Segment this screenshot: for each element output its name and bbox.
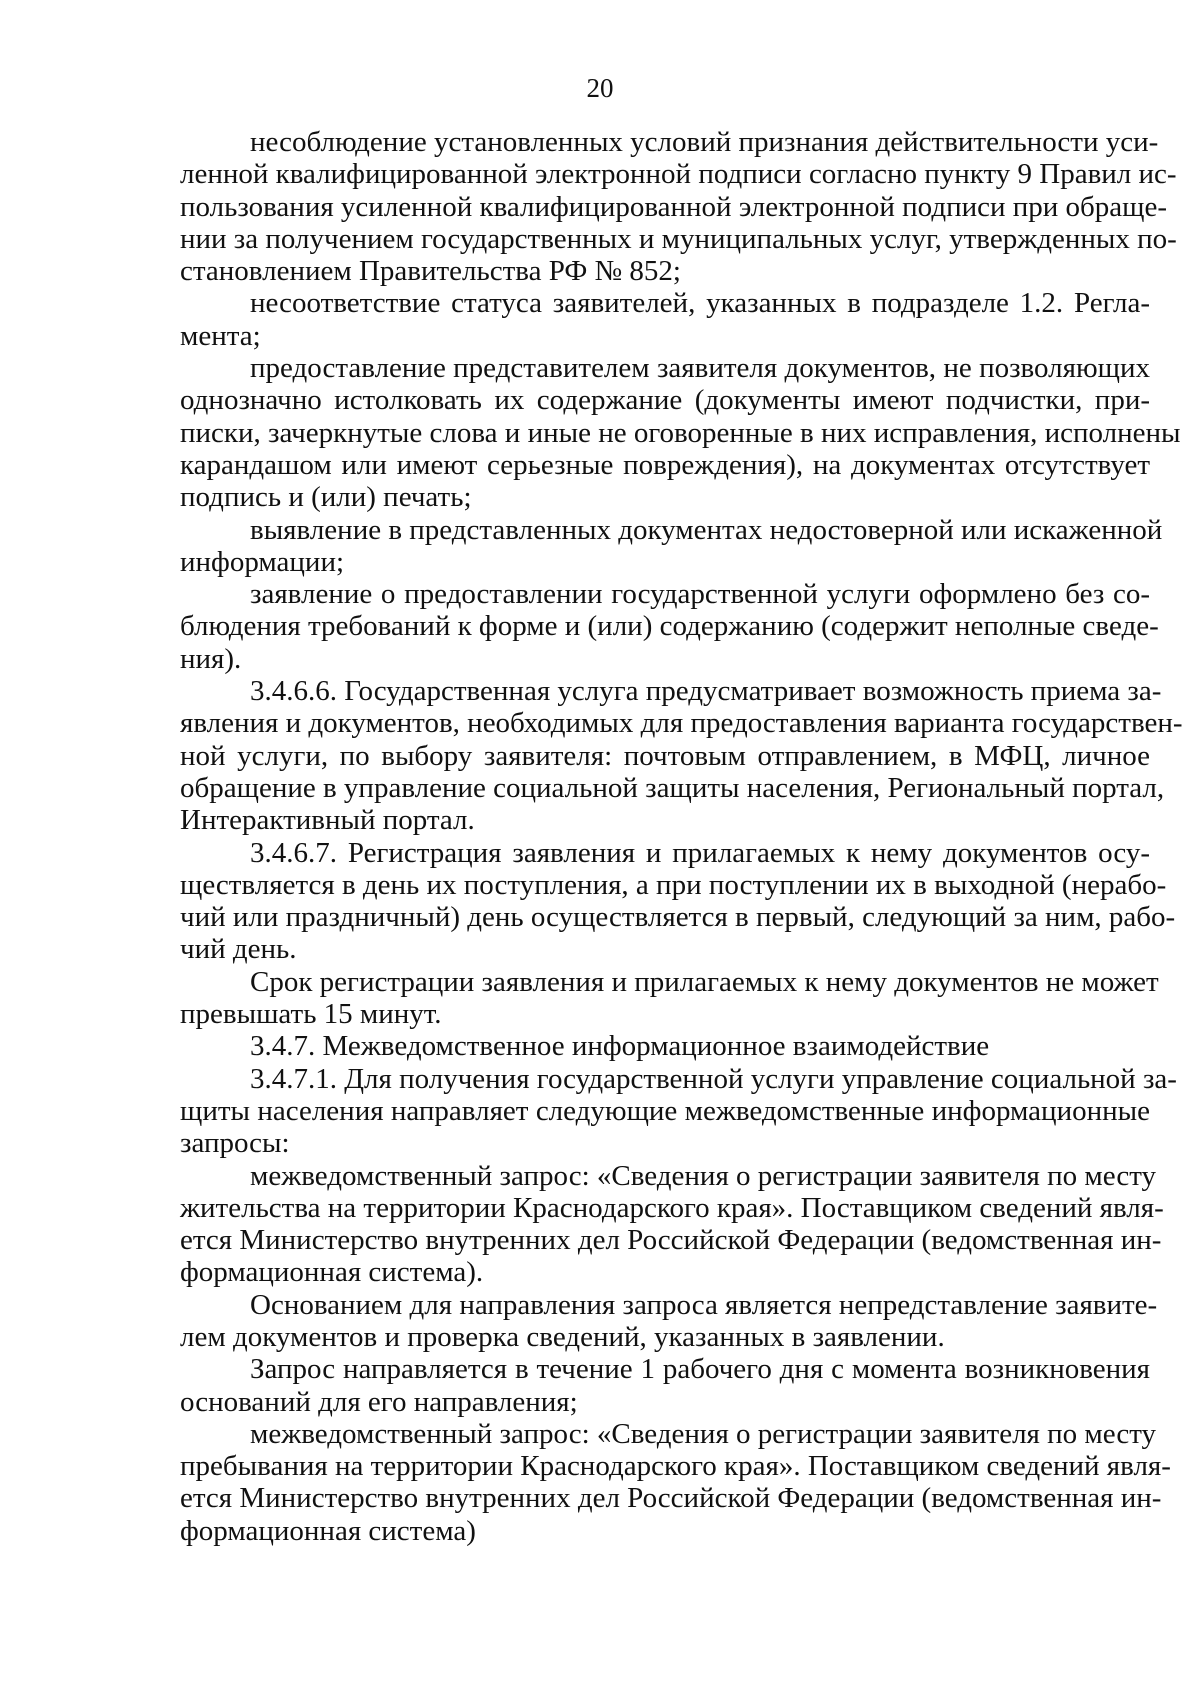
paragraph (180, 836, 1176, 966)
text-line: писки, зачеркнутые слова и иные не оговоренные в них исправления, исполнены (180, 416, 1181, 449)
text-line: Основанием для направления запроса является непредставление заявите- (250, 1288, 1158, 1321)
paragraph (180, 1417, 1171, 1547)
text-line: чий или праздничный) день осуществляется в первый, следующий за ним, рабо- (180, 901, 1176, 934)
text-line: оснований для его направления; (180, 1385, 578, 1418)
text-line: формационная система). (180, 1256, 484, 1289)
text-line: ется Министерство внутренних дел Российской Федерации (ведомственная ин- (180, 1224, 1162, 1257)
text-line: обращение в управление социальной защиты населения, Региональный портал, (180, 771, 1165, 804)
text-line: несоответствие статуса заявителей, указанных в подразделе 1.2. Регла- (250, 287, 1150, 320)
paragraph (180, 965, 1159, 1031)
paragraph (180, 352, 1181, 514)
text-line: явления и документов, необходимых для предоставления варианта государствен- (180, 707, 1183, 740)
text-line: ной услуги, по выбору заявителя: почтовым отправлением, в МФЦ, личное (180, 739, 1150, 772)
paragraph (180, 1159, 1164, 1289)
text-line: мента; (180, 319, 261, 352)
text-line: щиты населения направляет следующие межведомственные информационные (180, 1094, 1150, 1127)
text-line: 3.4.7.1. Для получения государственной услуги управление социальной за- (250, 1062, 1177, 1095)
paragraph (180, 1030, 1150, 1062)
text-line: подпись и (или) печать; (180, 481, 472, 514)
text-line: ществляется в день их поступления, а при поступлении их в выходной (нерабо- (180, 868, 1167, 901)
text-line: Запрос направляется в течение 1 рабочего дня с момента возникновения (250, 1353, 1150, 1386)
text-line: жительства на территории Краснодарского края». Поставщиком сведений явля- (180, 1191, 1164, 1224)
text-line: однозначно истолковать их содержание (документы имеют подчистки, при- (180, 384, 1150, 417)
text-line: формационная система) (180, 1514, 476, 1547)
text-line: Интерактивный портал. (180, 804, 475, 837)
paragraph (180, 126, 1177, 288)
text-line: предоставление представителем заявителя документов, не позволяющих (250, 352, 1150, 385)
text-line: ленной квалифицированной электронной подписи согласно пункту 9 Правил ис- (180, 158, 1177, 191)
text-line: межведомственный запрос: «Сведения о регистрации заявителя по месту (250, 1159, 1157, 1192)
text-line: блюдения требований к форме и (или) содержанию (содержит неполные сведе- (180, 610, 1159, 643)
text-line: 3.4.6.7. Регистрация заявления и прилагаемых к нему документов осу- (250, 836, 1150, 869)
text-line: несоблюдение установленных условий признания действительности уси- (250, 126, 1159, 158)
text-line: пребывания на территории Краснодарского края». Поставщиком сведений явля- (180, 1450, 1171, 1483)
text-line: запросы: (180, 1127, 290, 1160)
text-line: пользования усиленной квалифицированной электронной подписи при обраще- (180, 190, 1168, 223)
paragraph (180, 1288, 1158, 1354)
text-line: 3.4.6.6. Государственная услуга предусматривает возможность приема за- (250, 675, 1162, 708)
text-line: межведомственный запрос: «Сведения о регистрации заявителя по месту (250, 1417, 1157, 1450)
text-line: выявление в представленных документах недостоверной или искаженной (250, 513, 1163, 546)
text-line: становлением Правительства РФ № 852; (180, 255, 681, 288)
text-line: заявление о предоставлении государственной услуги оформлено без со- (250, 578, 1150, 611)
document-body (180, 126, 1183, 1547)
text-line: 3.4.7. Межведомственное информационное взаимодействие (250, 1030, 990, 1063)
page-number: 20 (586, 73, 614, 103)
paragraph (180, 578, 1159, 675)
text-line: Срок регистрации заявления и прилагаемых к нему документов не может (250, 965, 1159, 998)
text-line: превышать 15 минут. (180, 998, 442, 1031)
text-line: ния). (180, 642, 242, 675)
paragraph (180, 513, 1163, 579)
paragraph (180, 287, 1150, 352)
paragraph (180, 1353, 1150, 1418)
text-line: ется Министерство внутренних дел Российской Федерации (ведомственная ин- (180, 1482, 1162, 1515)
text-line: лем документов и проверка сведений, указанных в заявлении. (180, 1320, 945, 1353)
paragraph (180, 675, 1183, 837)
text-line: нии за получением государственных и муниципальных услуг, утвержденных по- (180, 222, 1177, 255)
paragraph (180, 1062, 1177, 1160)
text-line: чий день. (180, 933, 297, 966)
text-line: информации; (180, 545, 345, 578)
text-line: карандашом или имеют серьезные повреждения), на документах отсутствует (180, 448, 1150, 481)
